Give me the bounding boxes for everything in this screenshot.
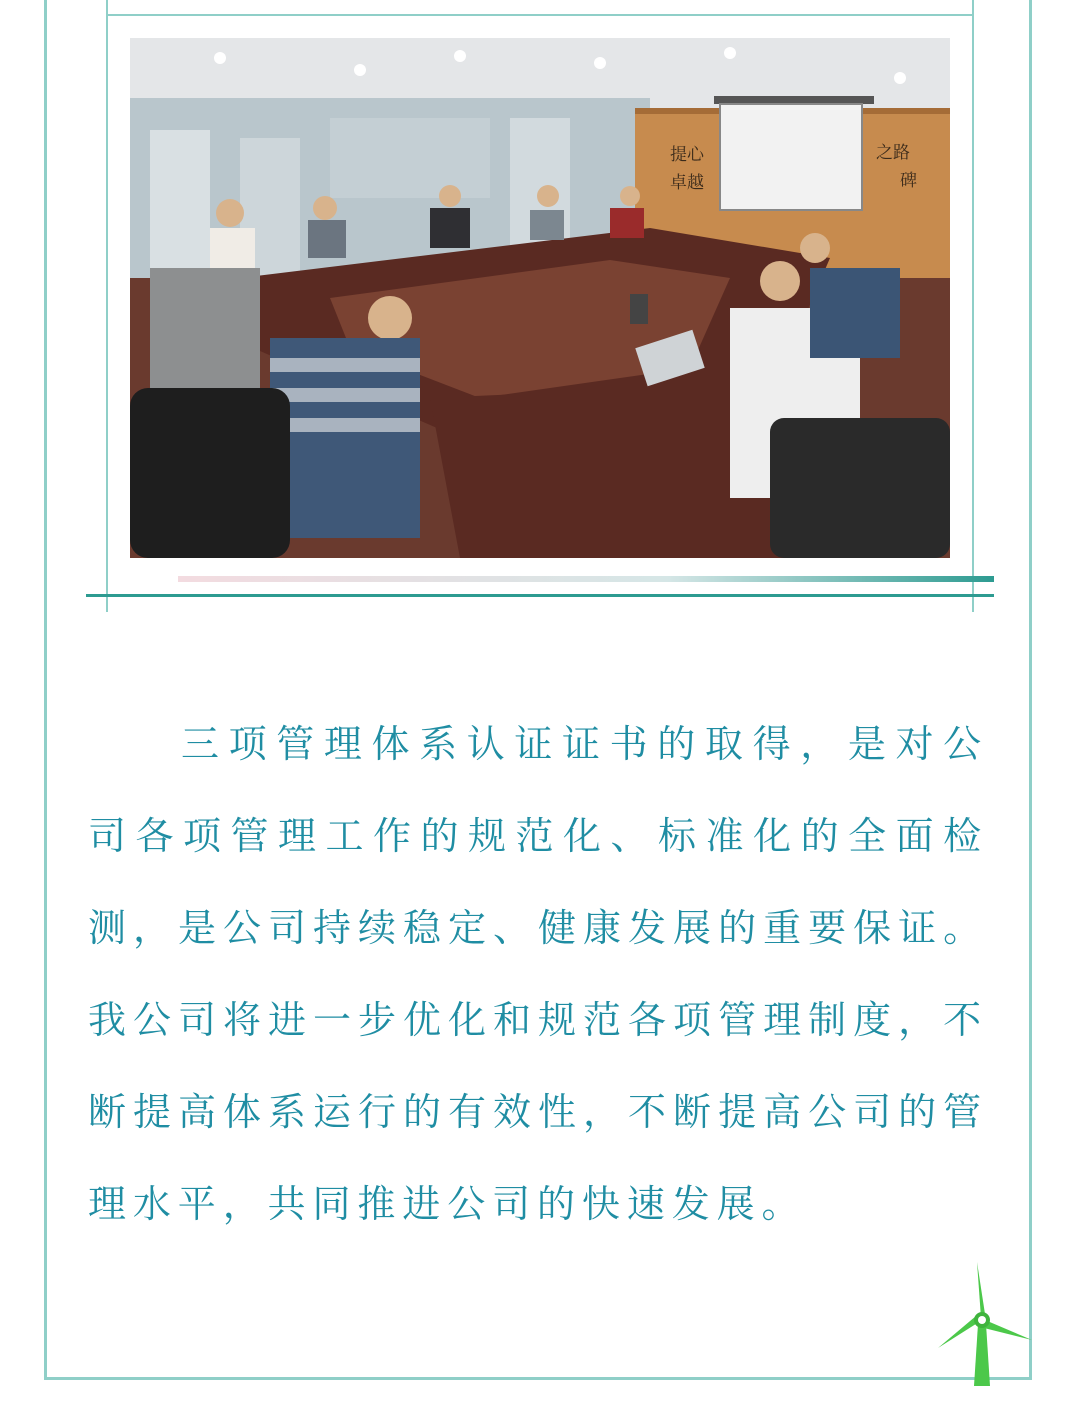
wall-slogan-right-top: 之路	[876, 143, 910, 163]
photo-frame-left-line	[106, 0, 108, 612]
photo-frame-right-line	[972, 0, 974, 612]
wind-turbine-icon	[932, 1262, 1032, 1386]
wall-slogan-left-top: 提心	[670, 145, 704, 165]
photo-frame-bottom-line	[86, 594, 994, 597]
wall-slogan-right-bottom: 碑	[900, 171, 917, 191]
article-paragraph: 三项管理体系认证证书的取得，是对公司各项管理工作的规范化、标准化的全面检测，是公司持续稳定、健康发展的重要保证。我公司将进一步优化和规范各项管理制度，不断提高体系运行的有效性，不断提高公司的管理水平，共同推进公司的快速发展。	[88, 722, 988, 1226]
wall-slogan-left-bottom: 卓越	[670, 173, 704, 193]
meeting-room-illustration	[130, 38, 950, 558]
photo-underline-gradient	[178, 576, 994, 582]
meeting-photo	[130, 38, 950, 558]
photo-frame-top-line	[106, 14, 974, 16]
